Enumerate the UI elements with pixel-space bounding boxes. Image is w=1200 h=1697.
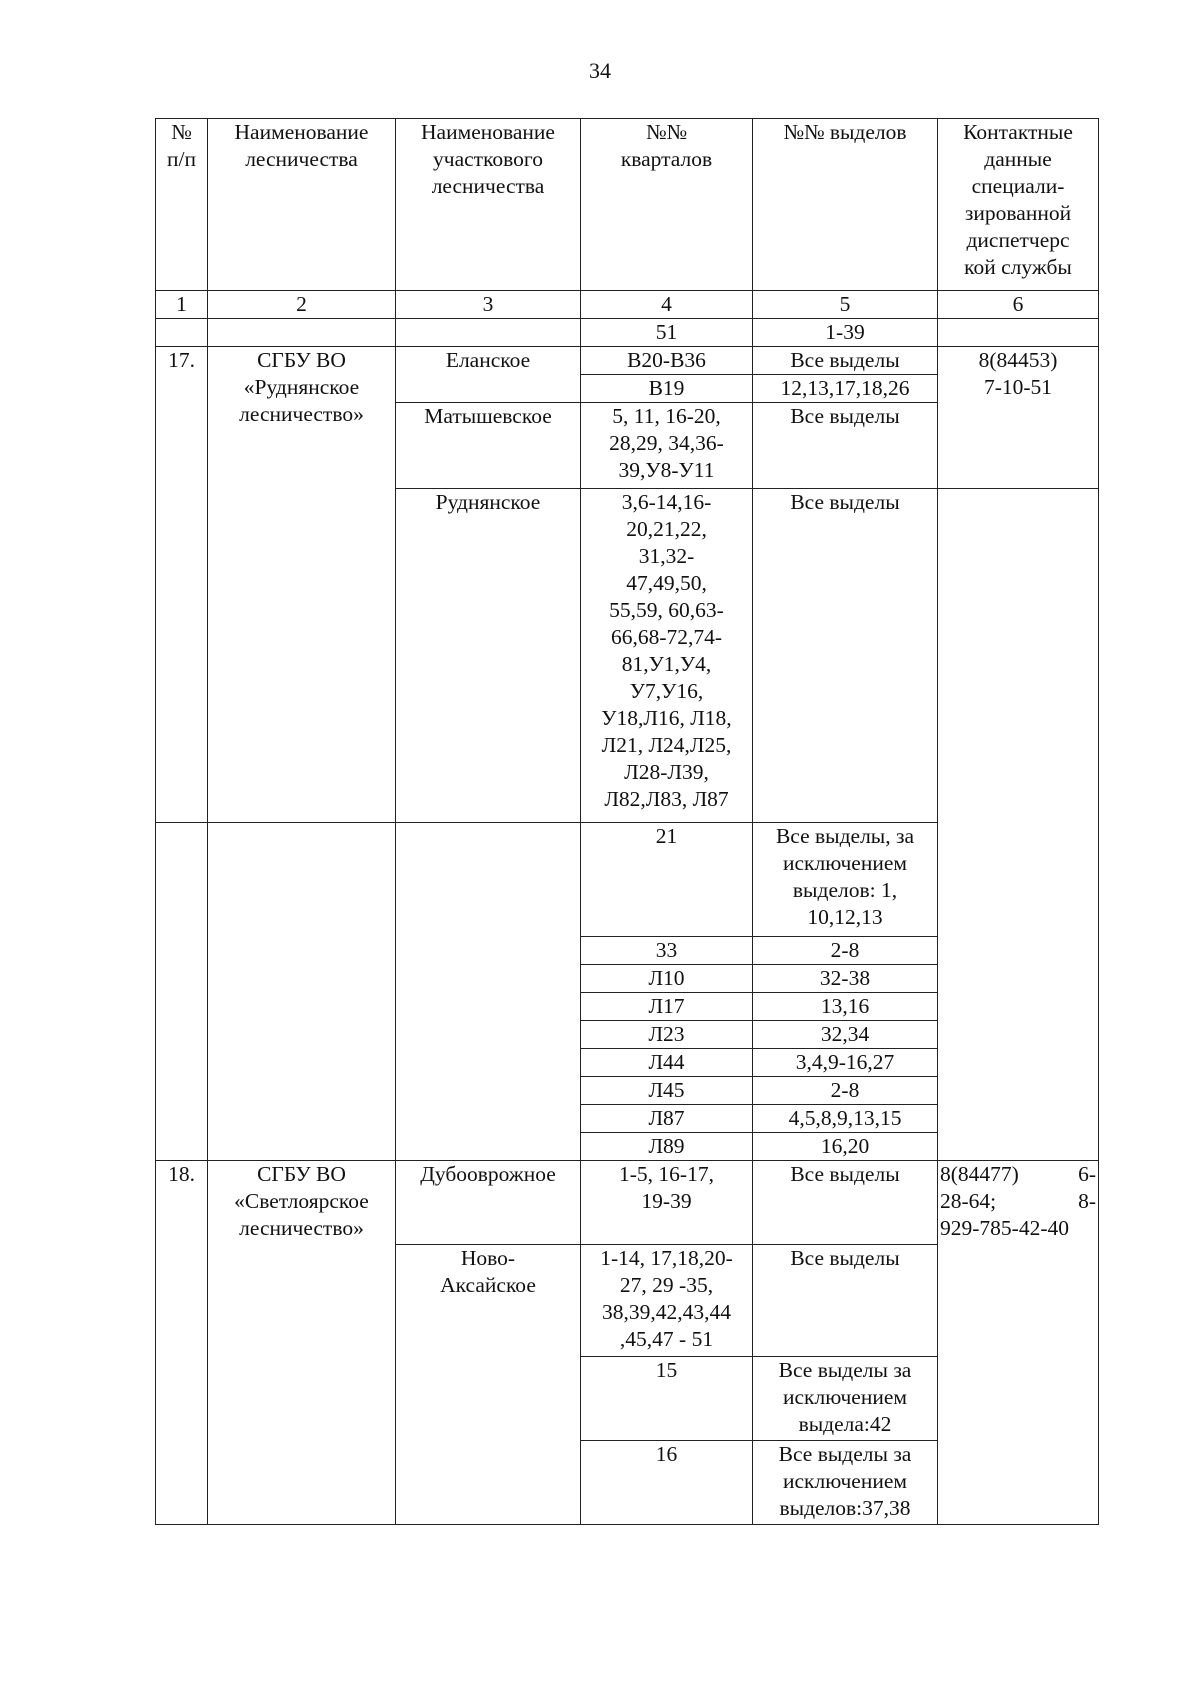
column-number: 5	[753, 291, 938, 319]
empty-cell	[208, 319, 396, 347]
allotment-cell: 3,4,9-16,27	[753, 1049, 938, 1077]
quarter-cell: 1-14, 17,18,20- 27, 29 -35, 38,39,42,43,44 ,45,47 - 51	[581, 1245, 753, 1357]
column-number: 1	[156, 291, 208, 319]
quarter-cell: Л17	[581, 993, 753, 1021]
contact-cell: 8(84477) 6- 28-64; 8- 929-785-42-40	[938, 1161, 1099, 1525]
district-forestry: Дубооврожное	[396, 1161, 581, 1245]
page-number: 34	[589, 58, 611, 83]
quarter-cell: 33	[581, 937, 753, 965]
quarter-cell: Л45	[581, 1077, 753, 1105]
continuation-row	[156, 319, 1099, 347]
allotment-cell: Все выделы за исключением выдела:42	[753, 1357, 938, 1441]
entry-number: 17.	[156, 347, 208, 823]
empty-cell	[156, 319, 208, 347]
contact-cell: 8(84453) 7-10-51	[938, 347, 1099, 489]
quarter-cell: 1-5, 16-17, 19-39	[581, 1161, 753, 1245]
header-district-forestry: Наименование участкового лесничества	[396, 119, 581, 291]
quarter-cell: Л44	[581, 1049, 753, 1077]
quarter-cell: 15	[581, 1357, 753, 1441]
quarter-cell: 5, 11, 16-20, 28,29, 34,36- 39,У8-У11	[581, 403, 753, 489]
district-forestry: Матышевское	[396, 403, 581, 489]
allotment-cell: Все выделы	[753, 489, 938, 823]
quarter-cell: В19	[581, 375, 753, 403]
allotment-cell: 32,34	[753, 1021, 938, 1049]
empty-cell	[938, 489, 1099, 1161]
header-forestry: Наименование лесничества	[208, 119, 396, 291]
quarter-cell: 51	[581, 319, 753, 347]
allotment-cell: Все выделы за исключением выделов:37,38	[753, 1441, 938, 1525]
quarter-cell: 3,6-14,16- 20,21,22, 31,32- 47,49,50, 55,59, 60,63- 66,68-72,74- 81,У1,У4, У7,У16, У18,Л16, Л18, Л21, Л24,Л25, Л28-Л39, Л82,Л83, Л87	[581, 489, 753, 823]
allotment-cell: 13,16	[753, 993, 938, 1021]
column-number: 3	[396, 291, 581, 319]
empty-cell	[208, 823, 396, 1161]
forestry-name: СГБУ ВО «Светлоярское лесничество»	[208, 1161, 396, 1525]
column-number-row	[156, 291, 1099, 319]
allotment-cell: Все выделы	[753, 1245, 938, 1357]
district-forestry: Руднянское	[396, 489, 581, 823]
empty-cell	[396, 319, 581, 347]
empty-cell	[156, 823, 208, 1161]
quarter-cell: Л89	[581, 1133, 753, 1161]
allotment-cell: 4,5,8,9,13,15	[753, 1105, 938, 1133]
quarter-cell: 21	[581, 823, 753, 937]
table-row	[156, 1161, 1099, 1245]
forestry-table	[155, 118, 1099, 1525]
header-allotments: №№ выделов	[753, 119, 938, 291]
empty-cell	[396, 823, 581, 1161]
column-number: 6	[938, 291, 1099, 319]
quarter-cell: В20-В36	[581, 347, 753, 375]
allotment-cell: Все выделы	[753, 1161, 938, 1245]
quarter-cell: Л23	[581, 1021, 753, 1049]
column-number: 2	[208, 291, 396, 319]
header-quarters: №№ кварталов	[581, 119, 753, 291]
allotment-cell: Все выделы	[753, 347, 938, 375]
table-row	[156, 347, 1099, 375]
district-forestry: Еланское	[396, 347, 581, 403]
header-contacts: Контактные данные специали- зированной диспетчерс кой службы	[938, 119, 1099, 291]
allotment-cell: 12,13,17,18,26	[753, 375, 938, 403]
allotment-cell: Все выделы, за исключением выделов: 1, 10,12,13	[753, 823, 938, 937]
empty-cell	[938, 319, 1099, 347]
header-number: № п/п	[156, 119, 208, 291]
column-number: 4	[581, 291, 753, 319]
allotment-cell: 2-8	[753, 1077, 938, 1105]
allotment-cell: 32-38	[753, 965, 938, 993]
forestry-name: СГБУ ВО «Руднянское лесничество»	[208, 347, 396, 823]
district-forestry: Ново- Аксайское	[396, 1245, 581, 1525]
entry-number: 18.	[156, 1161, 208, 1525]
allotment-cell: 16,20	[753, 1133, 938, 1161]
quarter-cell: 16	[581, 1441, 753, 1525]
quarter-cell: Л10	[581, 965, 753, 993]
allotment-cell: 2-8	[753, 937, 938, 965]
allotment-cell: Все выделы	[753, 403, 938, 489]
quarter-cell: Л87	[581, 1105, 753, 1133]
header-row	[156, 119, 1099, 291]
allotment-cell: 1-39	[753, 319, 938, 347]
